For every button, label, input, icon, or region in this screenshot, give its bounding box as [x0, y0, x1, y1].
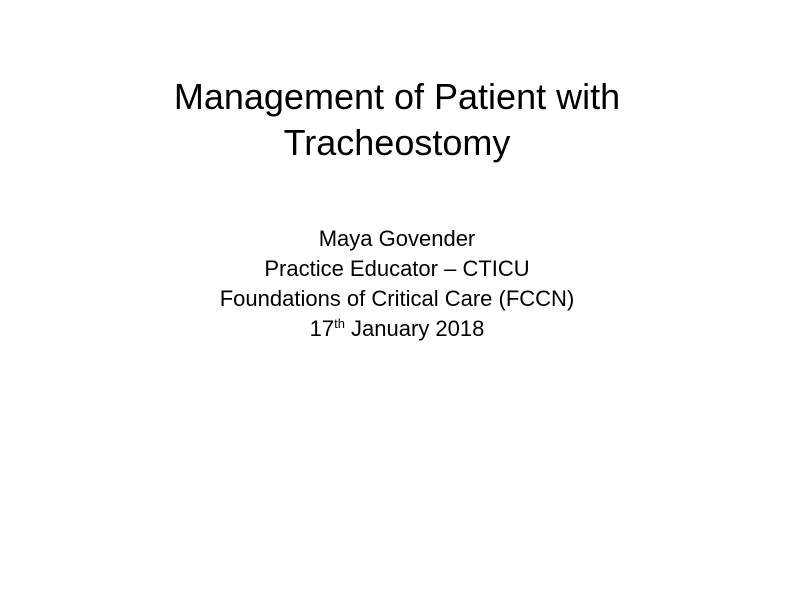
date-rest: January 2018 — [344, 316, 485, 341]
title-line-2: Tracheostomy — [283, 122, 511, 163]
title-line-1: Management of Patient with — [173, 76, 621, 117]
slide-title — [60, 74, 734, 166]
presenter-role: Practice Educator – CTICU — [264, 256, 530, 281]
date-suffix: th — [334, 316, 345, 331]
date-day: 17 — [309, 316, 335, 341]
slide-subtitle — [60, 224, 734, 344]
presentation-date — [60, 314, 734, 344]
presenter-name: Maya Govender — [318, 226, 476, 251]
course-name: Foundations of Critical Care (FCCN) — [219, 286, 575, 311]
